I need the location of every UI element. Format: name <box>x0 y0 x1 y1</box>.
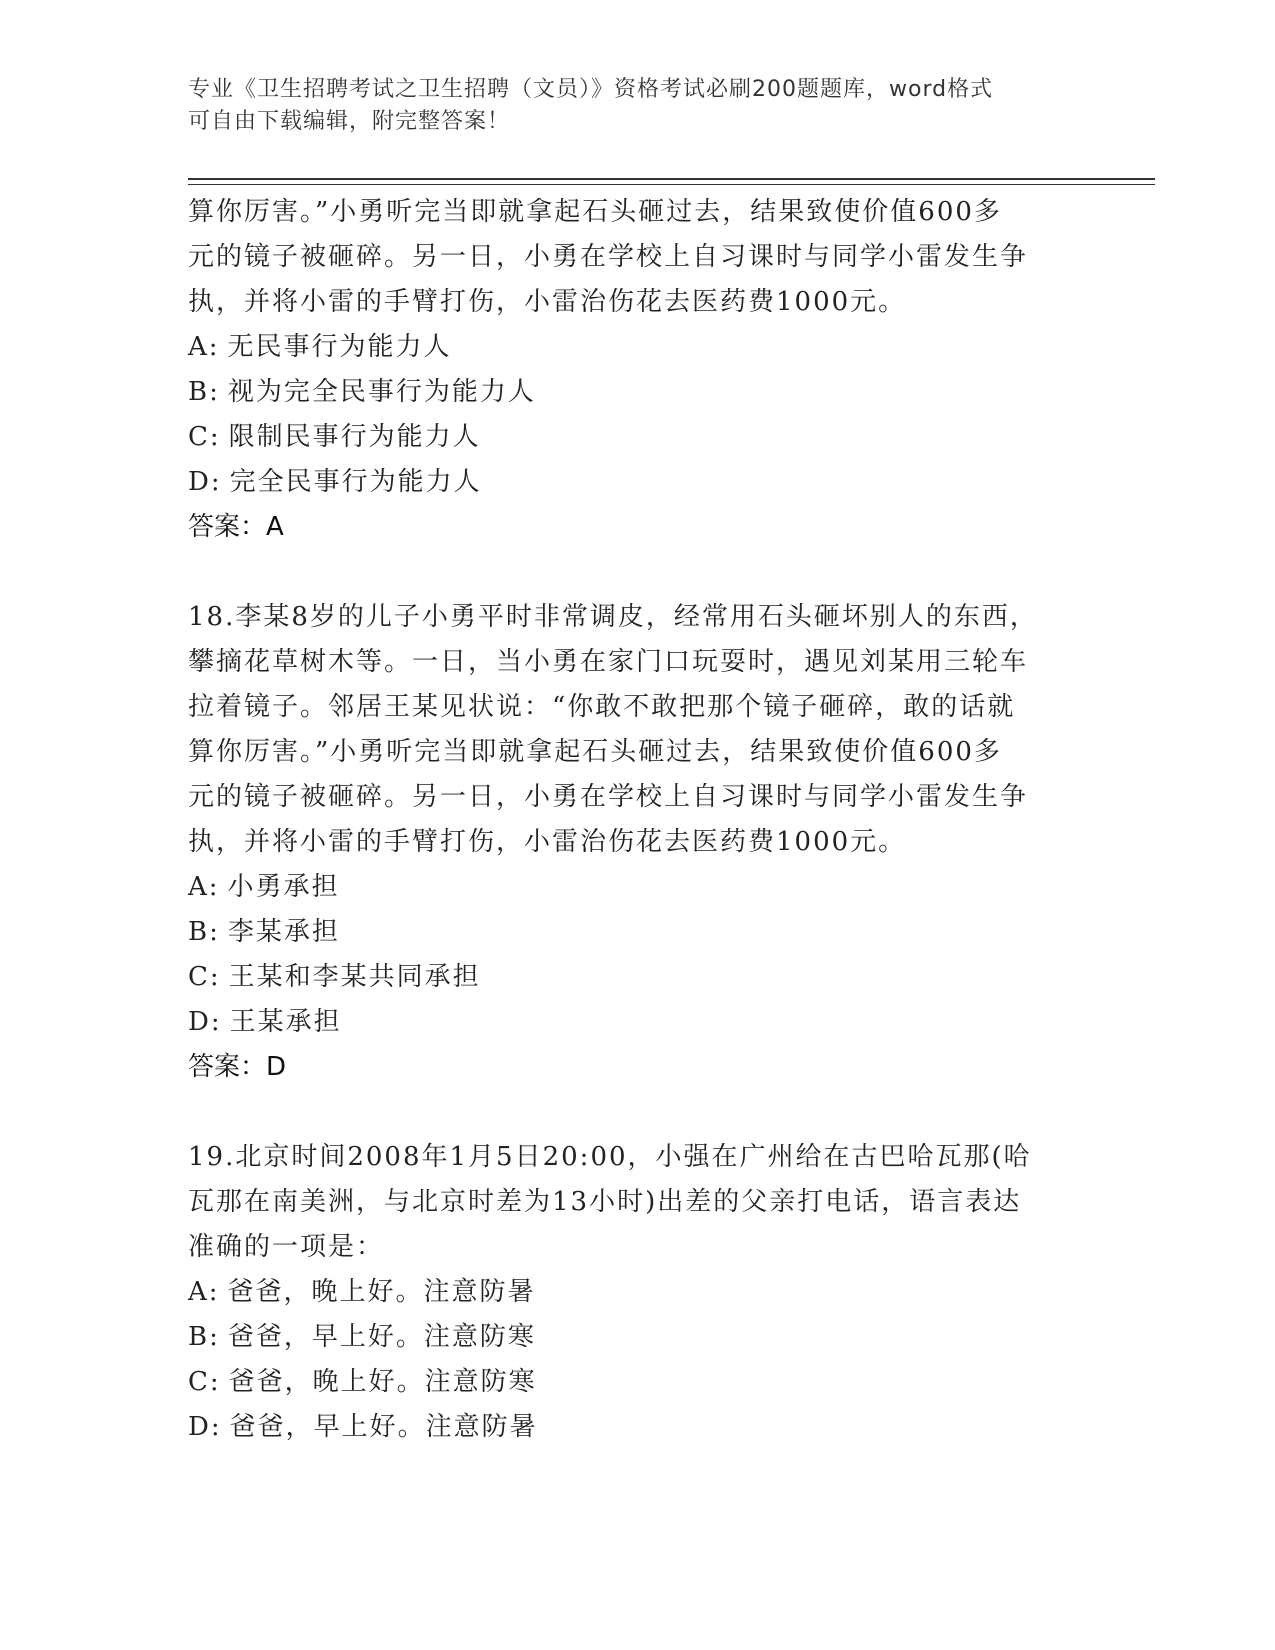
option-b <box>188 370 1058 415</box>
option-letter: C: <box>188 1367 221 1397</box>
header-divider-thin <box>188 184 1155 185</box>
option-text: 完全民事行为能力人 <box>229 467 482 497</box>
option-text: 爸爸，晚上好。注意防寒 <box>228 1367 537 1397</box>
question-stem <box>188 190 1058 325</box>
stem-line: 元的镜子被砸碎。另一日，小勇在学校上自习课时与同学小雷发生争 <box>188 782 1029 812</box>
stem-line: 准确的一项是： <box>188 1232 385 1262</box>
option-letter: D: <box>188 467 222 497</box>
option-letter: A: <box>188 872 220 902</box>
option-a <box>188 865 1058 910</box>
question-block <box>188 190 1058 550</box>
option-d <box>188 1000 1058 1045</box>
option-text: 限制民事行为能力人 <box>228 422 481 452</box>
option-d <box>188 1405 1058 1450</box>
header-line-1: 专业《卫生招聘考试之卫生招聘（文员）》资格考试必刷200题题库，word格式 <box>188 77 994 102</box>
stem-line: 执，并将小雷的手臂打伤，小雷治伤花去医药费1000元。 <box>188 287 907 317</box>
question-block <box>188 1135 1058 1450</box>
stem-line: 执，并将小雷的手臂打伤，小雷治伤花去医药费1000元。 <box>188 827 907 857</box>
option-letter: D: <box>188 1412 222 1442</box>
option-text: 李某承担 <box>227 917 340 947</box>
page-header <box>188 74 1088 138</box>
option-c <box>188 1360 1058 1405</box>
option-a <box>188 325 1058 370</box>
stem-line: 19.北京时间2008年1月5日20:00，小强在广州给在古巴哈瓦那(哈 <box>188 1142 1032 1172</box>
stem-line: 算你厉害。”小勇听完当即就拿起石头砸过去，结果致使价值600多 <box>188 737 1002 767</box>
option-letter: C: <box>188 962 221 992</box>
option-letter: D: <box>188 1007 222 1037</box>
stem-line: 拉着镜子。邻居王某见状说：“你敢不敢把那个镜子砸碎，敢的话就 <box>188 692 1016 722</box>
answer-line: 答案：D <box>188 1052 287 1082</box>
option-b <box>188 910 1058 955</box>
question-block <box>188 595 1058 1090</box>
option-letter: B: <box>188 1322 220 1352</box>
option-letter: A: <box>188 332 220 362</box>
document-body <box>188 190 1058 1450</box>
option-d <box>188 460 1058 505</box>
stem-line: 元的镜子被砸碎。另一日，小勇在学校上自习课时与同学小雷发生争 <box>188 242 1029 272</box>
option-text: 王某承担 <box>229 1007 342 1037</box>
option-letter: C: <box>188 422 221 452</box>
option-text: 爸爸，早上好。注意防暑 <box>229 1412 538 1442</box>
answer-line: 答案：A <box>188 512 284 542</box>
option-c <box>188 955 1058 1000</box>
question-stem <box>188 1135 1058 1270</box>
option-text: 王某和李某共同承担 <box>228 962 481 992</box>
stem-line: 攀摘花草树木等。一日，当小勇在家门口玩耍时，遇见刘某用三轮车 <box>188 647 1029 677</box>
stem-line: 18.李某8岁的儿子小勇平时非常调皮，经常用石头砸坏别人的东西， <box>188 602 1038 632</box>
header-divider-thick <box>188 178 1155 180</box>
question-stem <box>188 595 1058 865</box>
header-line-2: 可自由下载编辑，附完整答案！ <box>188 109 511 134</box>
stem-line: 瓦那在南美洲，与北京时差为13小时)出差的父亲打电话，语言表达 <box>188 1187 1022 1217</box>
option-text: 爸爸，晚上好。注意防暑 <box>227 1277 536 1307</box>
option-b <box>188 1315 1058 1360</box>
option-text: 无民事行为能力人 <box>227 332 452 362</box>
option-letter: A: <box>188 1277 220 1307</box>
stem-line: 算你厉害。”小勇听完当即就拿起石头砸过去，结果致使价值600多 <box>188 197 1002 227</box>
option-a <box>188 1270 1058 1315</box>
option-letter: B: <box>188 377 220 407</box>
option-text: 爸爸，早上好。注意防寒 <box>227 1322 536 1352</box>
option-text: 视为完全民事行为能力人 <box>227 377 536 407</box>
option-letter: B: <box>188 917 220 947</box>
option-text: 小勇承担 <box>227 872 340 902</box>
option-c <box>188 415 1058 460</box>
